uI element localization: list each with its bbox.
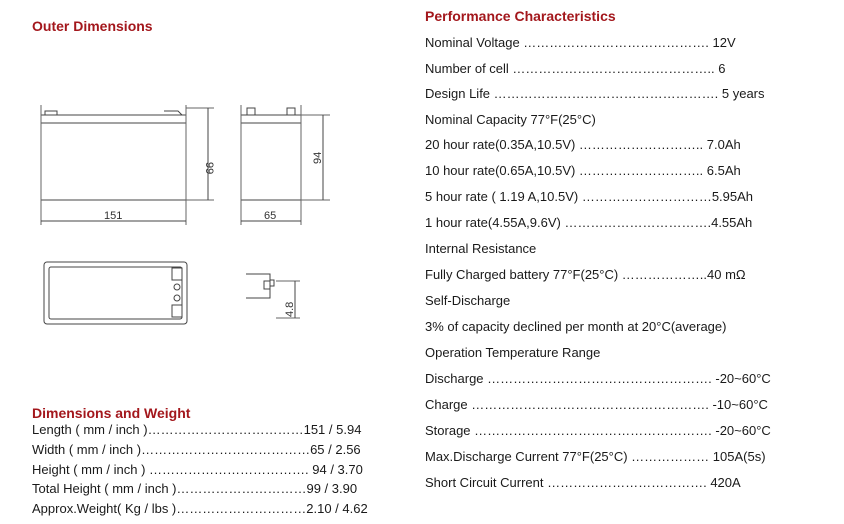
dimension-row-total-height: Total Height ( mm / inch )…………………………99 / 3.90 bbox=[32, 481, 358, 496]
front-height-label: 94 bbox=[312, 151, 324, 164]
perf-row-5h-rate: 5 hour rate ( 1.19 A,10.5V) …………………………5.95Ah bbox=[425, 189, 754, 204]
width-label: 65 bbox=[264, 210, 277, 222]
perf-row-10h-rate: 10 hour rate(0.65A,10.5V) ……………………….. 6.5Ah bbox=[425, 163, 741, 178]
perf-row-fully-charged: Fully Charged battery 77°F(25°C) ………………..40 mΩ bbox=[425, 267, 746, 282]
perf-row-nominal-voltage: Nominal Voltage ……………………………………. 12V bbox=[425, 35, 736, 50]
dimension-row-width: Width ( mm / inch )…………………………………65 / 2.56 bbox=[32, 442, 361, 457]
length-label: 151 bbox=[104, 210, 123, 222]
perf-row-number-of-cell: Number of cell ……………………………………….. 6 bbox=[425, 61, 726, 76]
perf-row-storage: Storage ………………………………………………. -20~60°C bbox=[425, 423, 771, 438]
dimension-row-height: Height ( mm / inch ) ………………………………. 94 / 3.70 bbox=[32, 462, 363, 477]
perf-row-short-circuit: Short Circuit Current ………………………………. 420A bbox=[425, 475, 741, 490]
perf-row-discharge: Discharge ……………………………………………. -20~60°C bbox=[425, 371, 771, 386]
perf-row-design-life: Design Life ……………………………………………. 5 years bbox=[425, 86, 765, 101]
perf-row-charge: Charge ………………………………………………. -10~60°C bbox=[425, 397, 768, 412]
dimensions-weight-heading: Dimensions and Weight bbox=[32, 405, 191, 421]
outer-dimensions-heading: Outer Dimensions bbox=[32, 18, 153, 34]
perf-row-20h-rate: 20 hour rate(0.35A,10.5V) ……………………….. 7.0Ah bbox=[425, 137, 741, 152]
perf-row-internal-resistance: Internal Resistance bbox=[425, 241, 537, 256]
perf-row-self-discharge: Self-Discharge bbox=[425, 293, 511, 308]
performance-heading: Performance Characteristics bbox=[425, 8, 616, 24]
terminal-height-label: 4.8 bbox=[284, 301, 296, 317]
perf-row-1h-rate: 1 hour rate(4.55A,9.6V) …………………………….4.55Ah bbox=[425, 215, 753, 230]
perf-row-capacity-decline: 3% of capacity declined per month at 20°C(average) bbox=[425, 319, 727, 334]
dimension-row-weight: Approx.Weight( Kg / lbs )…………………………2.10 / 4.62 bbox=[32, 501, 368, 516]
perf-row-max-discharge: Max.Discharge Current 77°F(25°C) ……………… 105A(5s) bbox=[425, 449, 766, 464]
side-height-label: 99 bbox=[203, 162, 215, 175]
dimension-row-length: Length ( mm / inch )………………………………151 / 5.94 bbox=[32, 422, 362, 437]
perf-row-nominal-capacity: Nominal Capacity 77°F(25°C) bbox=[425, 112, 596, 127]
perf-row-operation-temp: Operation Temperature Range bbox=[425, 345, 601, 360]
